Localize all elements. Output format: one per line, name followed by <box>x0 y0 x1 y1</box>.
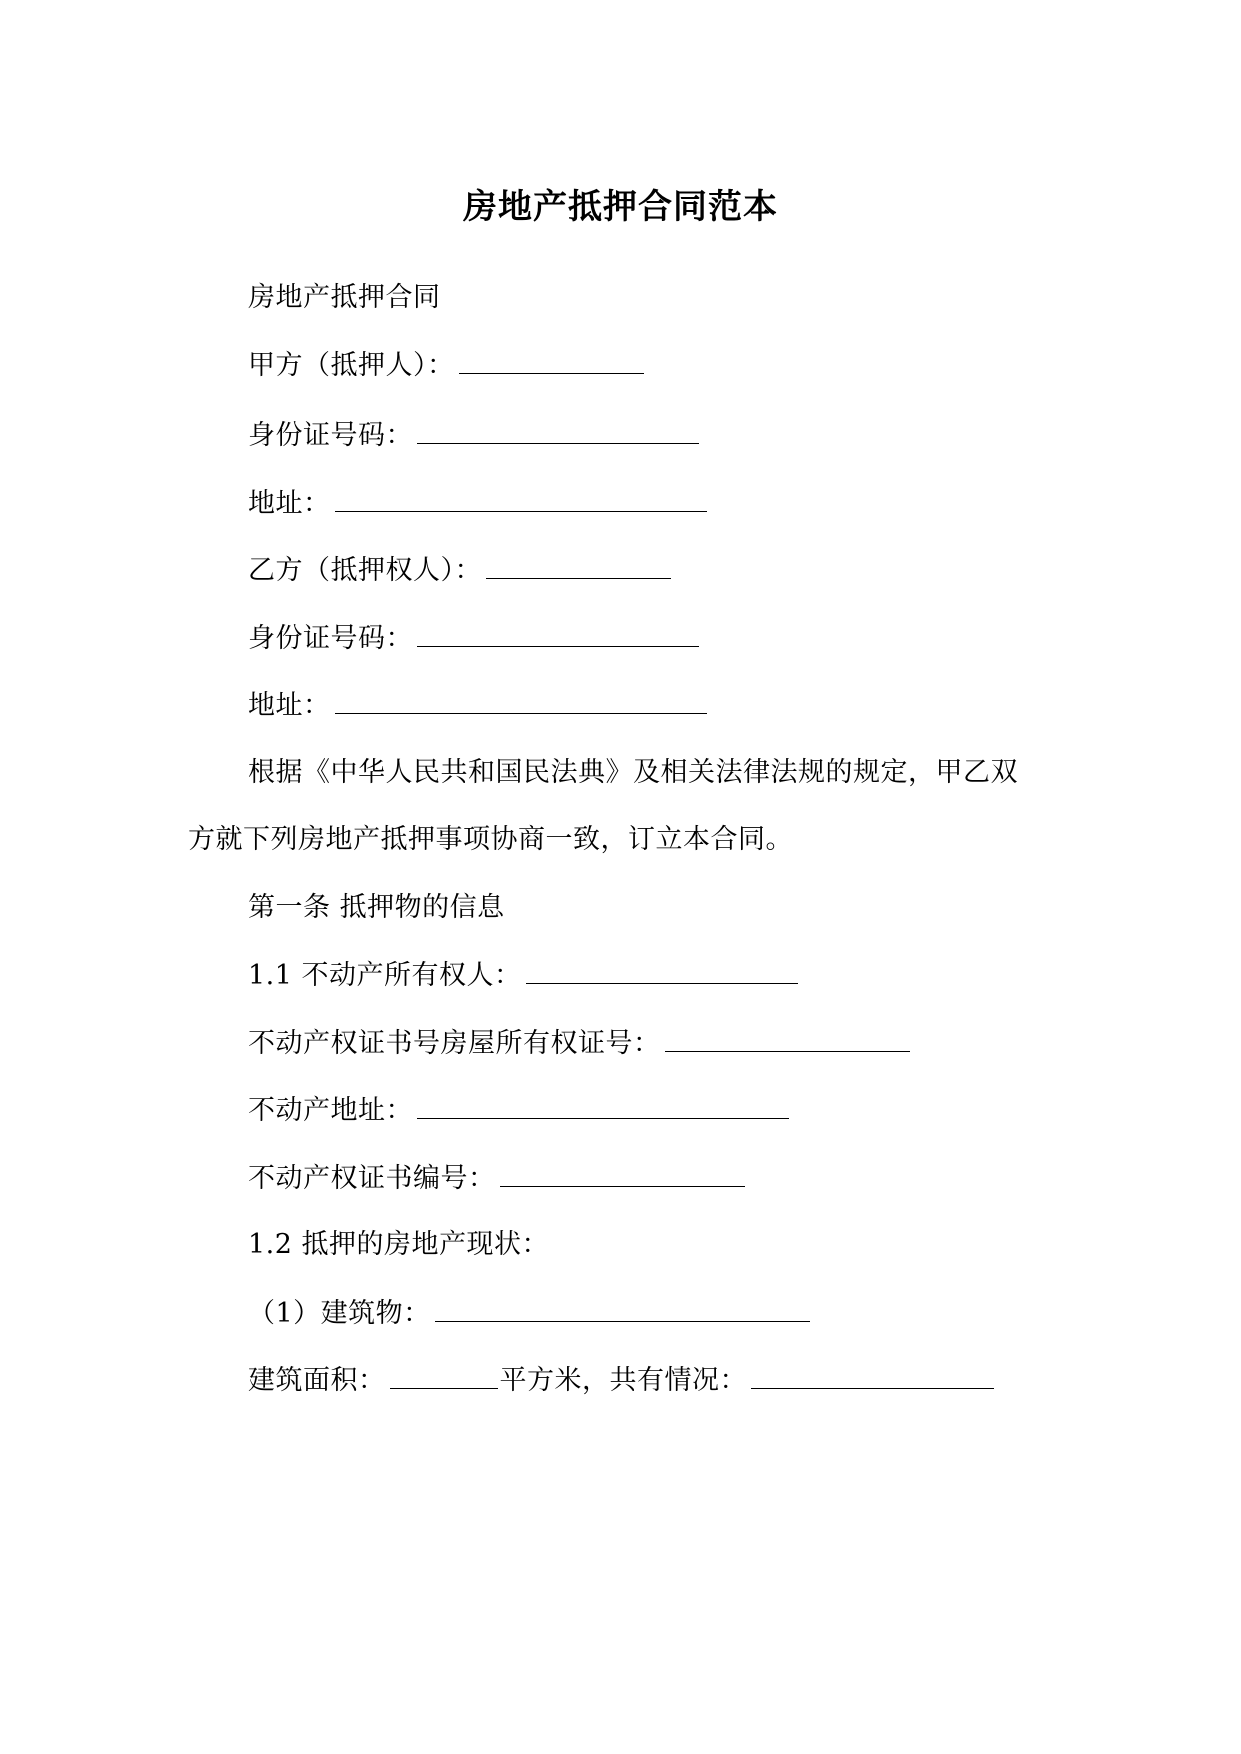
party-a-id-line <box>248 415 699 456</box>
party-a-address-line <box>248 483 707 524</box>
cert-serial-line <box>248 1158 745 1199</box>
cert-no-label: 不动产权证书号房屋所有权证号： <box>248 1028 661 1059</box>
document-title: 房地产抵押合同范本 <box>463 187 778 227</box>
item-1-1-label: 1.1 不动产所有权人： <box>248 960 522 991</box>
party-b-address-line <box>248 685 707 726</box>
cert-serial-blank <box>500 1158 745 1187</box>
area-unit-label: 平方米，共有情况： <box>499 1365 747 1396</box>
cert-no-line <box>248 1023 910 1064</box>
building-blank <box>435 1293 810 1322</box>
item-1-1-blank <box>526 955 798 984</box>
cert-serial-label: 不动产权证书编号： <box>248 1163 496 1194</box>
item-1-1-line <box>248 955 798 996</box>
area-blank <box>390 1360 498 1389</box>
property-address-blank <box>417 1090 789 1119</box>
property-address-label: 不动产地址： <box>248 1095 413 1126</box>
party-b-blank <box>486 550 671 579</box>
party-b-address-label: 地址： <box>248 690 331 721</box>
building-line <box>248 1293 810 1334</box>
building-label: （1）建筑物： <box>248 1298 431 1329</box>
article-1-title: 第一条 抵押物的信息 <box>248 892 505 923</box>
preamble-line-2: 方就下列房地产抵押事项协商一致，订立本合同。 <box>188 824 793 855</box>
party-b-id-label: 身份证号码： <box>248 623 413 654</box>
property-address-line <box>248 1090 789 1131</box>
party-a-label: 甲方（抵押人）： <box>248 350 455 381</box>
area-label: 建筑面积： <box>248 1365 386 1396</box>
party-a-address-label: 地址： <box>248 488 331 519</box>
item-1-2-line: 1.2 抵押的房地产现状： <box>248 1229 550 1260</box>
area-line <box>248 1360 994 1401</box>
cert-no-blank <box>665 1023 910 1052</box>
party-b-address-blank <box>335 685 707 714</box>
party-b-id-line <box>248 618 699 659</box>
party-b-line <box>248 550 671 591</box>
party-a-address-blank <box>335 483 707 512</box>
party-b-id-blank <box>417 618 699 647</box>
party-a-blank <box>459 345 644 374</box>
preamble-line-1: 根据《中华人民共和国民法典》及相关法律法规的规定，甲乙双 <box>248 757 1018 788</box>
party-b-label: 乙方（抵押权人）： <box>248 555 482 586</box>
party-a-id-blank <box>417 415 699 444</box>
co-ownership-blank <box>751 1360 994 1389</box>
party-a-line <box>248 345 644 386</box>
party-a-id-label: 身份证号码： <box>248 420 413 451</box>
contract-subtitle: 房地产抵押合同 <box>248 282 441 313</box>
